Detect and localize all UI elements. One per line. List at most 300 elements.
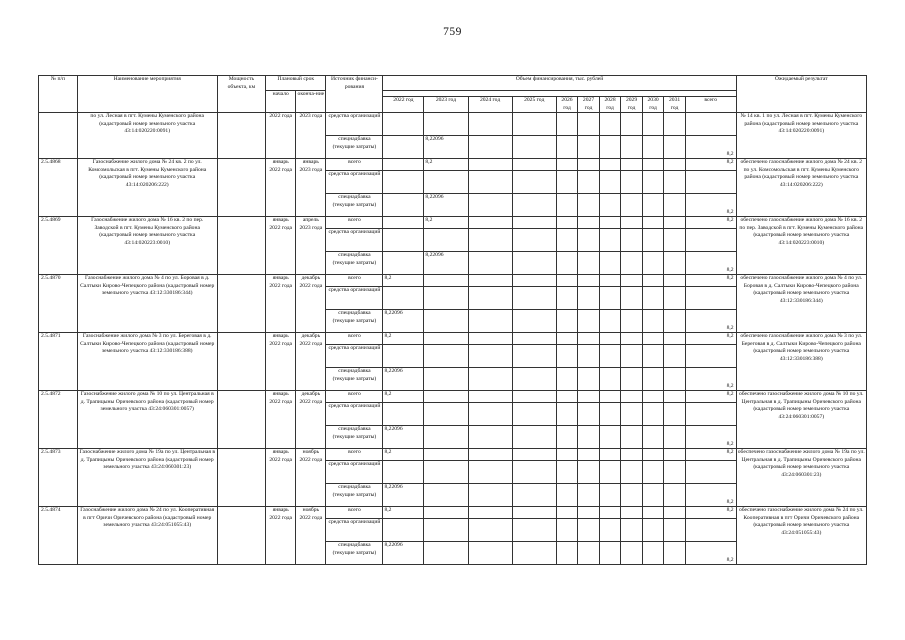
value-cell: 8,2 (685, 426, 736, 449)
value-cell (468, 113, 512, 136)
value-cell (556, 426, 578, 449)
value-cell: 8,2 (685, 310, 736, 333)
value-cell: 8,2 (685, 507, 736, 519)
header-volume: Объем финансирования, тыс. рублей (383, 76, 736, 91)
source-special: спецнадбавка (текущие затраты) (326, 368, 383, 391)
value-cell (424, 461, 468, 484)
row-name: Газоснабжение жилого дома № 16 кв. 2 по пер. Заводской в пгт. Кумены Куменского района (кадастровый номер земельного участка 43:14:020223:0010) (77, 217, 217, 275)
source-all: всего (326, 159, 383, 171)
value-cell (556, 345, 578, 368)
value-cell (599, 287, 621, 310)
value-cell (468, 461, 512, 484)
value-cell (512, 287, 556, 310)
value-cell (685, 403, 736, 426)
row-num: 2.5.4872 (39, 391, 78, 449)
value-cell (424, 507, 468, 519)
row-result: обеспечено газоснабжение жилого дома № 24 по ул. Кооперативная в пгт Оричи Оричевского района (кадастровый номер земельного участка 43:24:051055:43) (736, 507, 866, 565)
row-result: обеспечено газоснабжение жилого дома № 16 кв. 2 по пер. Заводской в пгт. Кумены Куменского района (кадастровый номер земельного участка 43:14:020223:0010) (736, 217, 866, 275)
value-cell: 8,2 (424, 217, 468, 229)
value-cell: 8,22096 (383, 542, 424, 565)
value-cell (599, 507, 621, 519)
value-cell (578, 368, 600, 391)
value-cell (664, 461, 686, 484)
value-cell (424, 113, 468, 136)
source-special: спецнадбавка (текущие затраты) (326, 194, 383, 217)
value-cell (664, 542, 686, 565)
value-cell (642, 171, 664, 194)
header-year: 2026 год (556, 97, 578, 113)
row-start: январь 2022 года (266, 333, 296, 391)
value-cell (642, 507, 664, 519)
value-cell (556, 113, 578, 136)
source-all: всего (326, 391, 383, 403)
row-capacity (217, 217, 265, 275)
value-cell (556, 171, 578, 194)
value-cell (556, 507, 578, 519)
table-row (39, 275, 867, 287)
value-cell (621, 113, 643, 136)
row-capacity (217, 391, 265, 449)
table-header (39, 76, 867, 113)
value-cell (642, 136, 664, 159)
header-source: Источник финанси-рования (326, 76, 383, 113)
value-cell (578, 391, 600, 403)
value-cell (383, 519, 424, 542)
value-cell (599, 391, 621, 403)
row-capacity (217, 113, 265, 159)
row-start: январь 2022 года (266, 449, 296, 507)
value-cell (383, 136, 424, 159)
value-cell (556, 217, 578, 229)
value-cell (685, 345, 736, 368)
value-cell (578, 171, 600, 194)
value-cell (578, 345, 600, 368)
value-cell (685, 113, 736, 136)
row-capacity (217, 275, 265, 333)
value-cell (424, 229, 468, 252)
header-start: начало (266, 91, 296, 113)
row-num: 2.5.4873 (39, 449, 78, 507)
value-cell (621, 403, 643, 426)
value-cell (599, 542, 621, 565)
value-cell (468, 159, 512, 171)
value-cell (468, 449, 512, 461)
row-end: 2023 года (296, 113, 326, 159)
header-year: 2022 год (383, 97, 424, 113)
value-cell (468, 368, 512, 391)
row-result: обеспечено газоснабжение жилого дома № 19а по ул. Центральная в д. Трапицыны Оричевского района (кадастровый номер земельного участка 43:24:060301:23) (736, 449, 866, 507)
value-cell: 8,2 (383, 275, 424, 287)
value-cell (642, 461, 664, 484)
row-num: 2.5.4869 (39, 217, 78, 275)
value-cell (599, 426, 621, 449)
value-cell (642, 391, 664, 403)
value-cell (424, 391, 468, 403)
value-cell (556, 542, 578, 565)
value-cell (664, 194, 686, 217)
value-cell (556, 519, 578, 542)
value-cell (512, 217, 556, 229)
value-cell (578, 310, 600, 333)
value-cell: 8,2 (685, 275, 736, 287)
value-cell (642, 345, 664, 368)
value-cell (512, 113, 556, 136)
row-end: январь 2023 года (296, 159, 326, 217)
value-cell (621, 310, 643, 333)
value-cell (621, 484, 643, 507)
header-year: 2024 год (468, 97, 512, 113)
value-cell (642, 403, 664, 426)
value-cell (424, 542, 468, 565)
value-cell (664, 333, 686, 345)
table-row (39, 113, 867, 136)
value-cell (556, 159, 578, 171)
value-cell (664, 484, 686, 507)
row-num: 2.5.4874 (39, 507, 78, 565)
value-cell (642, 113, 664, 136)
value-cell (685, 461, 736, 484)
value-cell (512, 484, 556, 507)
value-cell: 8,22096 (424, 136, 468, 159)
value-cell (383, 345, 424, 368)
row-start: январь 2022 года (266, 159, 296, 217)
value-cell (642, 275, 664, 287)
row-end: декабрь 2022 года (296, 333, 326, 391)
value-cell (383, 217, 424, 229)
value-cell (512, 333, 556, 345)
value-cell (556, 368, 578, 391)
value-cell: 8,2 (685, 333, 736, 345)
source-special: спецнадбавка (текущие затраты) (326, 426, 383, 449)
table-row (39, 159, 867, 171)
source-org: средства организаций (326, 287, 383, 310)
value-cell: 8,2 (383, 333, 424, 345)
value-cell (468, 310, 512, 333)
value-cell: 8,2 (685, 194, 736, 217)
value-cell (578, 426, 600, 449)
value-cell (664, 252, 686, 275)
value-cell (685, 287, 736, 310)
value-cell (424, 287, 468, 310)
value-cell (383, 113, 424, 136)
value-cell (468, 542, 512, 565)
value-cell (599, 194, 621, 217)
value-cell (599, 449, 621, 461)
value-cell (556, 333, 578, 345)
value-cell (512, 345, 556, 368)
row-end: ноябрь 2022 года (296, 507, 326, 565)
value-cell (621, 229, 643, 252)
value-cell (685, 229, 736, 252)
value-cell (642, 519, 664, 542)
value-cell (621, 368, 643, 391)
value-cell (621, 391, 643, 403)
value-cell (578, 542, 600, 565)
value-cell: 8,22096 (424, 252, 468, 275)
value-cell (642, 252, 664, 275)
value-cell (599, 310, 621, 333)
value-cell (578, 252, 600, 275)
row-capacity (217, 449, 265, 507)
row-name: Газоснабжение жилого дома № 4 по ул. Боровая в д. Салтыки Кирово-Чепецкого района (кадастровый номер земельного участка 43:12:330186:344) (77, 275, 217, 333)
value-cell (664, 287, 686, 310)
table-row (39, 507, 867, 519)
header-result: Ожидаемый результат (736, 76, 866, 113)
value-cell (424, 310, 468, 333)
value-cell (556, 449, 578, 461)
value-cell (642, 287, 664, 310)
value-cell (556, 229, 578, 252)
value-cell (578, 287, 600, 310)
value-cell (642, 426, 664, 449)
value-cell (642, 310, 664, 333)
header-year: 2029 год (621, 97, 643, 113)
source-all: всего (326, 275, 383, 287)
value-cell (599, 484, 621, 507)
value-cell (556, 287, 578, 310)
value-cell (578, 507, 600, 519)
value-cell (512, 310, 556, 333)
value-cell (468, 229, 512, 252)
row-num: 2.5.4871 (39, 333, 78, 391)
value-cell (664, 217, 686, 229)
value-cell: 8,2 (685, 159, 736, 171)
row-name: Газоснабжение жилого дома № 3 по ул. Береговая в д. Салтыки Кирово-Чепецкого района (кадастровый номер земельного участка 43:12:330186:388) (77, 333, 217, 391)
header-year: 2030 год (642, 97, 664, 113)
value-cell (664, 159, 686, 171)
value-cell (578, 113, 600, 136)
source-special: спецнадбавка (текущие затраты) (326, 542, 383, 565)
value-cell (664, 368, 686, 391)
value-cell (424, 426, 468, 449)
value-cell (578, 333, 600, 345)
value-cell (599, 345, 621, 368)
value-cell: 8,2 (383, 449, 424, 461)
table-row (39, 449, 867, 461)
value-cell (424, 345, 468, 368)
value-cell (468, 519, 512, 542)
row-capacity (217, 159, 265, 217)
value-cell (468, 484, 512, 507)
value-cell: 8,2 (685, 368, 736, 391)
value-cell (512, 275, 556, 287)
value-cell (664, 171, 686, 194)
header-year: 2028 год (599, 97, 621, 113)
value-cell (642, 484, 664, 507)
value-cell (578, 449, 600, 461)
value-cell (556, 136, 578, 159)
row-result: № 14 кв. 1 по ул. Лесная в пгт. Кумены Куменского района (кадастровый номер земельного участка 43:14:020220:0091) (736, 113, 866, 159)
table-row (39, 391, 867, 403)
row-name: Газоснабжение жилого дома № 19а по ул. Центральная в д. Трапицыны Оричевского района (кадастровый номер земельного участка 43:24:060301:23) (77, 449, 217, 507)
value-cell (468, 194, 512, 217)
source-org: средства организаций (326, 345, 383, 368)
row-name: Газоснабжение жилого дома № 10 по ул. Центральная в д. Трапицыны Оричевского района (кадастровый номер земельного участка 43:24:060301:0057) (77, 391, 217, 449)
value-cell (424, 484, 468, 507)
value-cell (424, 333, 468, 345)
value-cell: 8,2 (685, 449, 736, 461)
value-cell: 8,22096 (424, 194, 468, 217)
value-cell (599, 461, 621, 484)
value-cell: 8,22096 (383, 484, 424, 507)
value-cell: 8,2 (383, 507, 424, 519)
row-num (39, 113, 78, 159)
header-num: № п/п (39, 76, 78, 113)
value-cell (578, 461, 600, 484)
value-cell (512, 426, 556, 449)
value-cell (468, 333, 512, 345)
value-cell (512, 507, 556, 519)
value-cell (468, 507, 512, 519)
value-cell (468, 403, 512, 426)
value-cell: 8,2 (685, 542, 736, 565)
value-cell (556, 484, 578, 507)
value-cell (512, 159, 556, 171)
value-cell: 8,22096 (383, 368, 424, 391)
value-cell (621, 449, 643, 461)
value-cell (621, 194, 643, 217)
source-special: спецнадбавка (текущие затраты) (326, 310, 383, 333)
value-cell (383, 403, 424, 426)
value-cell (642, 194, 664, 217)
value-cell (664, 275, 686, 287)
row-start: 2022 года (266, 113, 296, 159)
value-cell (642, 217, 664, 229)
value-cell (642, 368, 664, 391)
row-start: январь 2022 года (266, 217, 296, 275)
source-all: всего (326, 217, 383, 229)
value-cell (664, 449, 686, 461)
value-cell: 8,2 (685, 217, 736, 229)
value-cell (512, 449, 556, 461)
financing-table (38, 75, 867, 565)
row-end: декабрь 2022 года (296, 391, 326, 449)
value-cell (599, 217, 621, 229)
value-cell (468, 345, 512, 368)
value-cell (468, 252, 512, 275)
table-row (39, 333, 867, 345)
value-cell (642, 229, 664, 252)
value-cell (621, 252, 643, 275)
value-cell (621, 426, 643, 449)
value-cell (578, 229, 600, 252)
value-cell (556, 391, 578, 403)
row-name: Газоснабжение жилого дома № 24 кв. 2 по ул. Комсомольская в пгт. Кумены Куменского района (кадастровый номер земельного участка 43:14:020206:222) (77, 159, 217, 217)
value-cell (468, 287, 512, 310)
value-cell (621, 171, 643, 194)
value-cell (468, 136, 512, 159)
source-all: всего (326, 333, 383, 345)
row-result: обеспечено газоснабжение жилого дома № 3 по ул. Береговая в д. Салтыки Кирово-Чепецкого района (кадастровый номер земельного участка 43:12:330186:388) (736, 333, 866, 391)
header-year: 2027 год (578, 97, 600, 113)
value-cell (468, 275, 512, 287)
row-result: обеспечено газоснабжение жилого дома № 4 по ул. Боровая в д. Салтыки Кирово-Чепецкого района (кадастровый номер земельного участка 43:12:330186:344) (736, 275, 866, 333)
value-cell (578, 136, 600, 159)
table-body (39, 113, 867, 565)
value-cell (642, 333, 664, 345)
row-end: апрель 2023 года (296, 217, 326, 275)
value-cell (621, 217, 643, 229)
value-cell (556, 403, 578, 426)
value-cell (685, 171, 736, 194)
header-year: 2023 год (424, 97, 468, 113)
value-cell (621, 275, 643, 287)
value-cell (621, 136, 643, 159)
value-cell (424, 519, 468, 542)
value-cell (664, 507, 686, 519)
value-cell (424, 449, 468, 461)
value-cell (512, 194, 556, 217)
value-cell (621, 287, 643, 310)
value-cell (599, 333, 621, 345)
source-special: спецнадбавка (текущие затраты) (326, 136, 383, 159)
value-cell (578, 275, 600, 287)
row-capacity (217, 333, 265, 391)
header-end: оконча-ние (296, 91, 326, 113)
value-cell (578, 159, 600, 171)
value-cell: 8,2 (424, 159, 468, 171)
source-special: спецнадбавка (текущие затраты) (326, 484, 383, 507)
source-org: средства организаций (326, 113, 383, 136)
value-cell: 8,22096 (383, 310, 424, 333)
value-cell (468, 217, 512, 229)
row-num: 2.5.4870 (39, 275, 78, 333)
value-cell (621, 461, 643, 484)
header-capacity: Мощность объекта, км (217, 76, 265, 113)
value-cell (621, 333, 643, 345)
value-cell (599, 229, 621, 252)
value-cell (664, 136, 686, 159)
value-cell (599, 159, 621, 171)
value-cell (664, 310, 686, 333)
value-cell (424, 368, 468, 391)
source-all: всего (326, 449, 383, 461)
value-cell (512, 391, 556, 403)
row-start: январь 2022 года (266, 275, 296, 333)
value-cell: 8,2 (685, 136, 736, 159)
header-name: Наименование мероприятия (77, 76, 217, 113)
value-cell (621, 542, 643, 565)
value-cell (664, 229, 686, 252)
header-period: Плановый срок (266, 76, 326, 91)
value-cell (578, 519, 600, 542)
row-end: ноябрь 2022 года (296, 449, 326, 507)
value-cell (621, 507, 643, 519)
header-total: всего (685, 97, 736, 113)
value-cell (621, 345, 643, 368)
value-cell (578, 217, 600, 229)
value-cell (599, 136, 621, 159)
value-cell (556, 194, 578, 217)
value-cell: 8,2 (383, 391, 424, 403)
value-cell (512, 461, 556, 484)
value-cell (599, 171, 621, 194)
value-cell (468, 171, 512, 194)
row-name: Газоснабжение жилого дома № 24 по ул. Кооперативная в пгт Оричи Оричевского района (кадастровый номер земельного участка 43:24:051055:43) (77, 507, 217, 565)
value-cell (621, 159, 643, 171)
source-org: средства организаций (326, 171, 383, 194)
value-cell (642, 542, 664, 565)
value-cell (556, 275, 578, 287)
value-cell (578, 484, 600, 507)
source-special: спецнадбавка (текущие затраты) (326, 252, 383, 275)
header-year: 2031 год (664, 97, 686, 113)
value-cell (468, 391, 512, 403)
value-cell (424, 403, 468, 426)
value-cell (556, 310, 578, 333)
value-cell (383, 229, 424, 252)
row-end: декабрь 2022 года (296, 275, 326, 333)
